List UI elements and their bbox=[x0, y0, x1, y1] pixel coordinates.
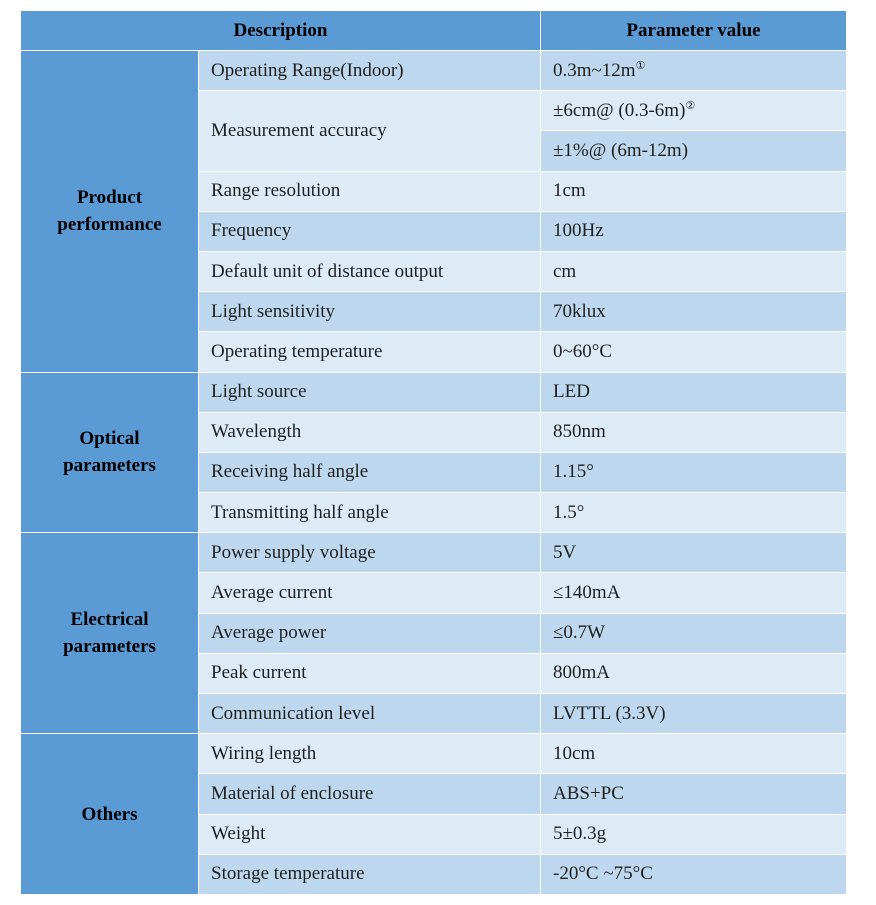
table-row bbox=[21, 533, 847, 573]
parameter-value-text: LED bbox=[553, 381, 590, 403]
parameter-value-text: 1.5° bbox=[553, 501, 585, 523]
table-row bbox=[21, 372, 847, 412]
parameter-value bbox=[541, 493, 847, 533]
parameter-value-text: 1.15° bbox=[553, 461, 594, 483]
parameter-value-text: ≤140mA bbox=[553, 582, 621, 604]
header-row bbox=[21, 11, 847, 51]
parameter-name: Measurement accuracy bbox=[199, 91, 541, 171]
parameter-value-text: 850nm bbox=[553, 421, 606, 443]
parameter-value-text: ±1%@ (6m-12m) bbox=[553, 139, 689, 161]
category-cell: Optical parameters bbox=[21, 372, 199, 533]
parameter-value-text: 5V bbox=[553, 541, 577, 563]
parameter-value-text: 0.3m~12m bbox=[553, 59, 636, 81]
parameter-value bbox=[541, 292, 847, 332]
header-description: Description bbox=[21, 11, 541, 51]
parameter-value-text: 5±0.3g bbox=[553, 823, 607, 845]
parameter-name: Storage temperature bbox=[199, 854, 541, 894]
parameter-value bbox=[541, 412, 847, 452]
parameter-value bbox=[541, 372, 847, 412]
parameter-name: Receiving half angle bbox=[199, 452, 541, 492]
parameter-value bbox=[541, 814, 847, 854]
parameter-name: Power supply voltage bbox=[199, 533, 541, 573]
parameter-value bbox=[541, 211, 847, 251]
parameter-value bbox=[541, 653, 847, 693]
parameter-name: Light source bbox=[199, 372, 541, 412]
table-row bbox=[21, 734, 847, 774]
footnote-marker: ① bbox=[635, 59, 646, 72]
category-cell: Others bbox=[21, 734, 199, 895]
parameter-name: Average current bbox=[199, 573, 541, 613]
spec-table bbox=[20, 10, 847, 895]
parameter-value-text: 800mA bbox=[553, 662, 610, 684]
parameter-name: Operating temperature bbox=[199, 332, 541, 372]
header-parameter-value: Parameter value bbox=[541, 11, 847, 51]
parameter-value bbox=[541, 854, 847, 894]
parameter-value-text: 100Hz bbox=[553, 220, 604, 242]
parameter-value-text: LVTTL (3.3V) bbox=[553, 702, 666, 724]
parameter-value-text: 1cm bbox=[553, 180, 586, 202]
parameter-value-text: 0~60°C bbox=[553, 340, 613, 362]
parameter-value bbox=[541, 171, 847, 211]
parameter-name: Frequency bbox=[199, 211, 541, 251]
parameter-name: Default unit of distance output bbox=[199, 251, 541, 291]
parameter-name: Weight bbox=[199, 814, 541, 854]
parameter-value-text: 70klux bbox=[553, 300, 606, 322]
parameter-value bbox=[541, 131, 847, 171]
table-row bbox=[21, 51, 847, 91]
parameter-name: Wiring length bbox=[199, 734, 541, 774]
parameter-value bbox=[541, 533, 847, 573]
parameter-name: Transmitting half angle bbox=[199, 493, 541, 533]
parameter-name: Average power bbox=[199, 613, 541, 653]
parameter-name: Light sensitivity bbox=[199, 292, 541, 332]
spec-body bbox=[21, 51, 847, 895]
parameter-value bbox=[541, 613, 847, 653]
parameter-value-text: ABS+PC bbox=[553, 782, 624, 804]
parameter-name: Peak current bbox=[199, 653, 541, 693]
parameter-value bbox=[541, 573, 847, 613]
parameter-value bbox=[541, 694, 847, 734]
parameter-value-text: cm bbox=[553, 260, 577, 282]
category-cell: Product performance bbox=[21, 51, 199, 373]
parameter-value bbox=[541, 91, 847, 131]
parameter-name: Communication level bbox=[199, 694, 541, 734]
parameter-value-text: -20°C ~75°C bbox=[553, 863, 653, 885]
parameter-value bbox=[541, 734, 847, 774]
category-cell: Electrical parameters bbox=[21, 533, 199, 734]
parameter-value bbox=[541, 51, 847, 91]
parameter-name: Wavelength bbox=[199, 412, 541, 452]
parameter-value-text: ±6cm@ (0.3-6m) bbox=[553, 99, 686, 121]
parameter-name: Range resolution bbox=[199, 171, 541, 211]
parameter-value-text: ≤0.7W bbox=[553, 622, 606, 644]
parameter-name: Material of enclosure bbox=[199, 774, 541, 814]
footnote-marker: ② bbox=[685, 99, 696, 112]
parameter-value bbox=[541, 251, 847, 291]
parameter-value bbox=[541, 452, 847, 492]
parameter-name: Operating Range(Indoor) bbox=[199, 51, 541, 91]
parameter-value bbox=[541, 774, 847, 814]
parameter-value-text: 10cm bbox=[553, 742, 596, 764]
parameter-value bbox=[541, 332, 847, 372]
